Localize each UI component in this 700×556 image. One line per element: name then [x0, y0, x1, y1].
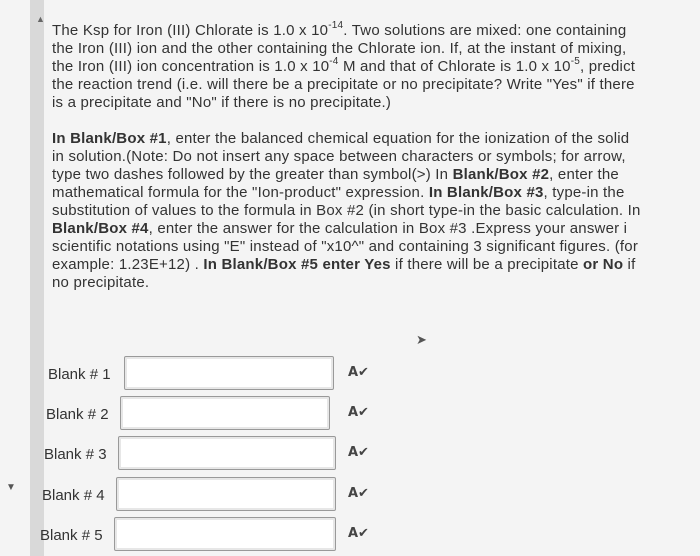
collapse-arrow-icon[interactable]: ▲ — [36, 14, 45, 24]
text-segment: . Two solutions are mixed: one containing the Iron (III) ion and the other containing the Chlorate ion. If, at the instant of mixing, the Iron (III) ion concentration is 1.0 x 10 — [52, 22, 627, 75]
text-segment: M and that of Chlorate is 1.0 x 10 — [338, 58, 571, 75]
question-paragraph-1 — [52, 22, 642, 112]
spellcheck-icon[interactable]: A✔ — [348, 445, 369, 460]
blank-1-input[interactable] — [124, 356, 334, 390]
blank-label: Blank # 3 — [44, 446, 107, 463]
bold-segment: Blank/Box #2 — [452, 166, 550, 183]
text-segment: , enter the mathematical formula for the "Ion-product" expression. — [52, 166, 619, 201]
blank-3-input[interactable] — [118, 436, 336, 470]
exponent: -14 — [328, 20, 344, 31]
blank-label: Blank # 2 — [46, 406, 109, 423]
bold-segment: Blank/Box #4 — [52, 220, 149, 237]
bold-segment: or No — [583, 256, 624, 273]
mouse-cursor-icon: ➤ — [416, 332, 427, 347]
bold-segment: In Blank/Box #1 — [52, 130, 167, 147]
blank-label: Blank # 1 — [48, 366, 111, 383]
spellcheck-icon[interactable]: A✔ — [348, 526, 369, 541]
text-segment: if there will be a precipitate — [390, 256, 584, 273]
text-segment: , type-in the substitution of values to the formula in Box #2 (in short type-in the basic calculation. In — [52, 184, 641, 219]
exponent: -4 — [329, 56, 339, 67]
question-paragraph-2 — [52, 130, 644, 292]
question-text — [52, 22, 652, 292]
expand-arrow-icon[interactable]: ▼ — [6, 482, 16, 493]
text-segment: The Ksp for Iron (III) Chlorate is 1.0 x 10 — [52, 22, 329, 39]
blank-4-input[interactable] — [116, 477, 336, 511]
bold-segment: In Blank/Box #5 enter Yes — [203, 256, 391, 273]
blank-5-input[interactable] — [114, 517, 336, 551]
bold-segment: In Blank/Box #3 — [428, 184, 544, 201]
spellcheck-icon[interactable]: A✔ — [348, 365, 369, 380]
spellcheck-icon[interactable]: A✔ — [348, 486, 369, 501]
text-segment: , enter the answer for the calculation in Box #3 .Express your answer i scientific notations using "E" instead of "x10^" and containing 3 significant figures. (for example: 1.23E+12) . — [52, 220, 639, 273]
exponent: -5 — [570, 56, 580, 67]
text-segment: , enter the balanced chemical equation for the ionization of the solid in solution.(Note: Do not insert any space between characters or symbols; for arrow, type two dashes followed by the greater than symbol(>) In — [52, 130, 630, 183]
blank-label: Blank # 4 — [42, 487, 105, 504]
left-accent-bar — [30, 0, 44, 556]
blank-2-input[interactable] — [120, 396, 330, 430]
blank-label: Blank # 5 — [40, 527, 103, 544]
text-segment: if no precipitate. — [52, 256, 636, 291]
text-segment: , predict the reaction trend (i.e. will there be a precipitate or no precipitate? Write "Yes" if there is a precipitate and "No" if there is no precipitate.) — [52, 58, 636, 111]
spellcheck-icon[interactable]: A✔ — [348, 405, 369, 420]
